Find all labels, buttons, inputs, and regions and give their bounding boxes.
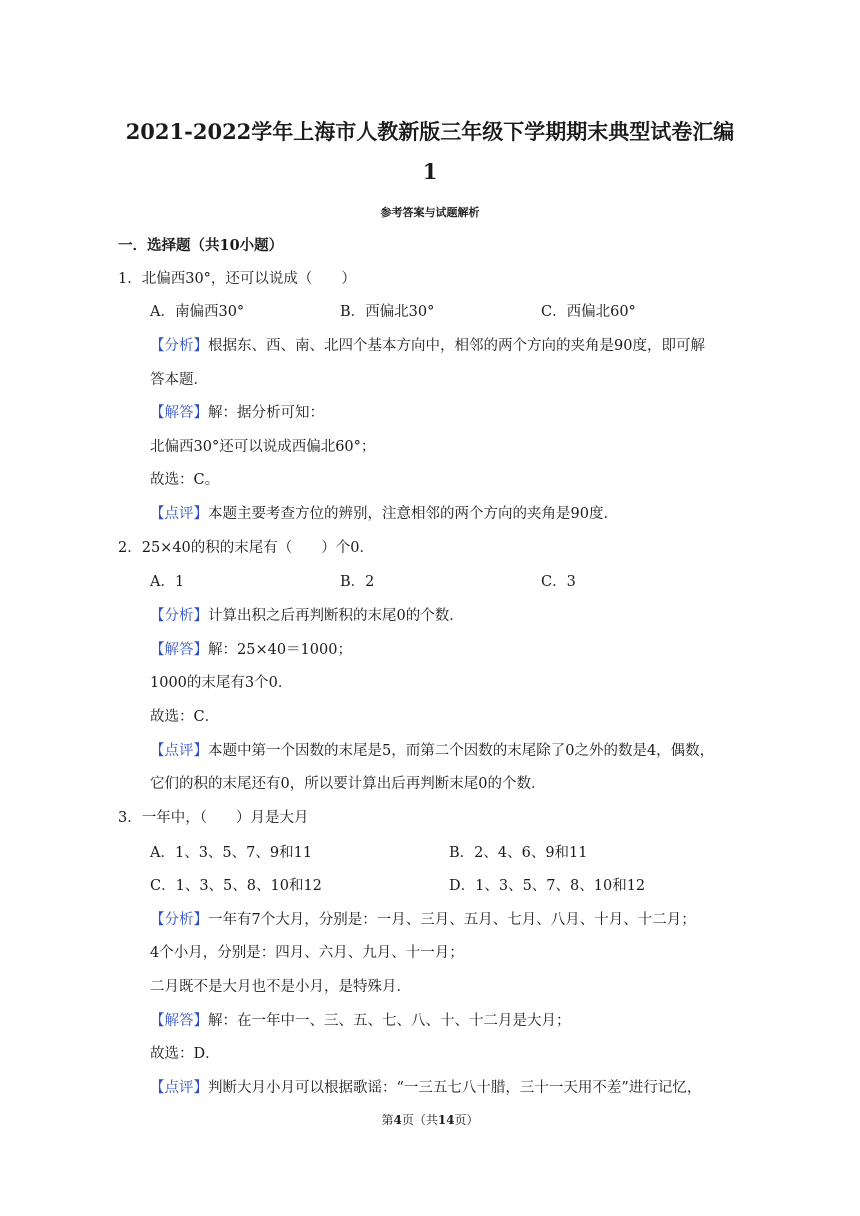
footer-prefix: 第 [381, 1113, 394, 1127]
question-1-option-a: A．南偏西30° [150, 304, 245, 320]
comment-tag: 【点评】 [150, 506, 208, 522]
comment-tag: 【点评】 [150, 1080, 208, 1096]
comment-text: 本题主要考查方位的辨别，注意相邻的两个方向的夹角是90度． [208, 506, 618, 522]
footer-mid: 页（共 [401, 1113, 438, 1127]
question-3-analysis-line-3: 二月既不是大月也不是小月，是特殊月． [150, 979, 411, 995]
answer-text: 解：在一年中一、三、五、七、八、十、十二月是大月； [208, 1013, 571, 1029]
answer-tag: 【解答】 [150, 405, 208, 421]
analysis-text: 计算出积之后再判断积的末尾0的个数． [208, 608, 464, 624]
question-2-comment-cont: 它们的积的末尾还有0，所以要计算出后再判断末尾0的个数． [150, 776, 546, 792]
analysis-tag: 【分析】 [150, 608, 208, 624]
question-2-answer-line-2: 1000的末尾有3个0． [150, 675, 293, 691]
question-1-comment [150, 504, 618, 524]
question-3-option-b: B．2、4、6、9和11 [449, 845, 588, 861]
question-1-stem: 1．北偏西30°，还可以说成（ ） [118, 271, 356, 287]
analysis-tag: 【分析】 [150, 338, 208, 354]
question-1-option-c: C．西偏北60° [541, 304, 636, 320]
comment-text: 判断大月小月可以根据歌谣：“一三五七八十腊，三十一天用不差”进行记忆， [208, 1080, 702, 1096]
question-2-option-a: A．1 [150, 574, 185, 590]
current-page-number: 4 [393, 1113, 402, 1127]
analysis-tag: 【分析】 [150, 912, 208, 928]
page-footer [0, 1111, 860, 1128]
question-3-comment [150, 1078, 701, 1098]
question-2-option-b: B．2 [340, 574, 375, 590]
comment-text: 本题中第一个因数的末尾是5，而第二个因数的末尾除了0之外的数是4，偶数， [208, 743, 715, 759]
question-3-analysis-line-2: 4个小月，分别是：四月、六月、九月、十一月； [150, 945, 464, 961]
answer-text: 解：25×40＝1000； [208, 642, 352, 658]
question-3-option-d: D．1、3、5、7、8、10和12 [449, 878, 646, 894]
question-3-option-c: C．1、3、5、8、10和12 [150, 878, 322, 894]
answer-tag: 【解答】 [150, 1013, 208, 1029]
question-3-answer-line-2: 故选：D． [150, 1046, 220, 1062]
question-2-analysis [150, 606, 464, 626]
question-1-answer-line-3: 故选：C。 [150, 472, 220, 488]
question-1-analysis [150, 336, 705, 356]
question-3-stem: 3．一年中，（ ）月是大月 [118, 810, 309, 826]
question-1-answer [150, 403, 324, 423]
question-2-stem: 2．25×40的积的末尾有（ ）个0． [118, 540, 375, 556]
answer-tag: 【解答】 [150, 642, 208, 658]
question-1-option-b: B．西偏北30° [340, 304, 435, 320]
document-subtitle: 参考答案与试题解析 [380, 206, 480, 219]
comment-tag: 【点评】 [150, 743, 208, 759]
question-1-analysis-cont: 答本题． [150, 372, 208, 388]
document-title-line-2: 1 [422, 159, 438, 184]
question-2-comment [150, 741, 714, 761]
section-heading: 一．选择题（共10小题） [118, 237, 284, 254]
question-1-answer-line-2: 北偏西30°还可以说成西偏北60°； [150, 439, 376, 455]
question-2-answer [150, 640, 352, 660]
question-2-answer-line-3: 故选：C． [150, 709, 220, 725]
question-3-answer [150, 1011, 571, 1031]
question-3-option-a: A．1、3、5、7、9和11 [150, 845, 313, 861]
document-title-line-1: 2021-2022学年上海市人教新版三年级下学期期末典型试卷汇编 [125, 119, 735, 144]
question-3-analysis [150, 910, 696, 930]
question-2-option-c: C．3 [541, 574, 576, 590]
analysis-text: 根据东、西、南、北四个基本方向中，相邻的两个方向的夹角是90度，即可解 [208, 338, 705, 354]
total-page-count: 14 [437, 1113, 455, 1127]
answer-text: 解：据分析可知： [208, 405, 324, 421]
analysis-text: 一年有7个大月，分别是：一月、三月、五月、七月、八月、十月、十二月； [208, 912, 696, 928]
footer-suffix: 页） [454, 1113, 479, 1127]
